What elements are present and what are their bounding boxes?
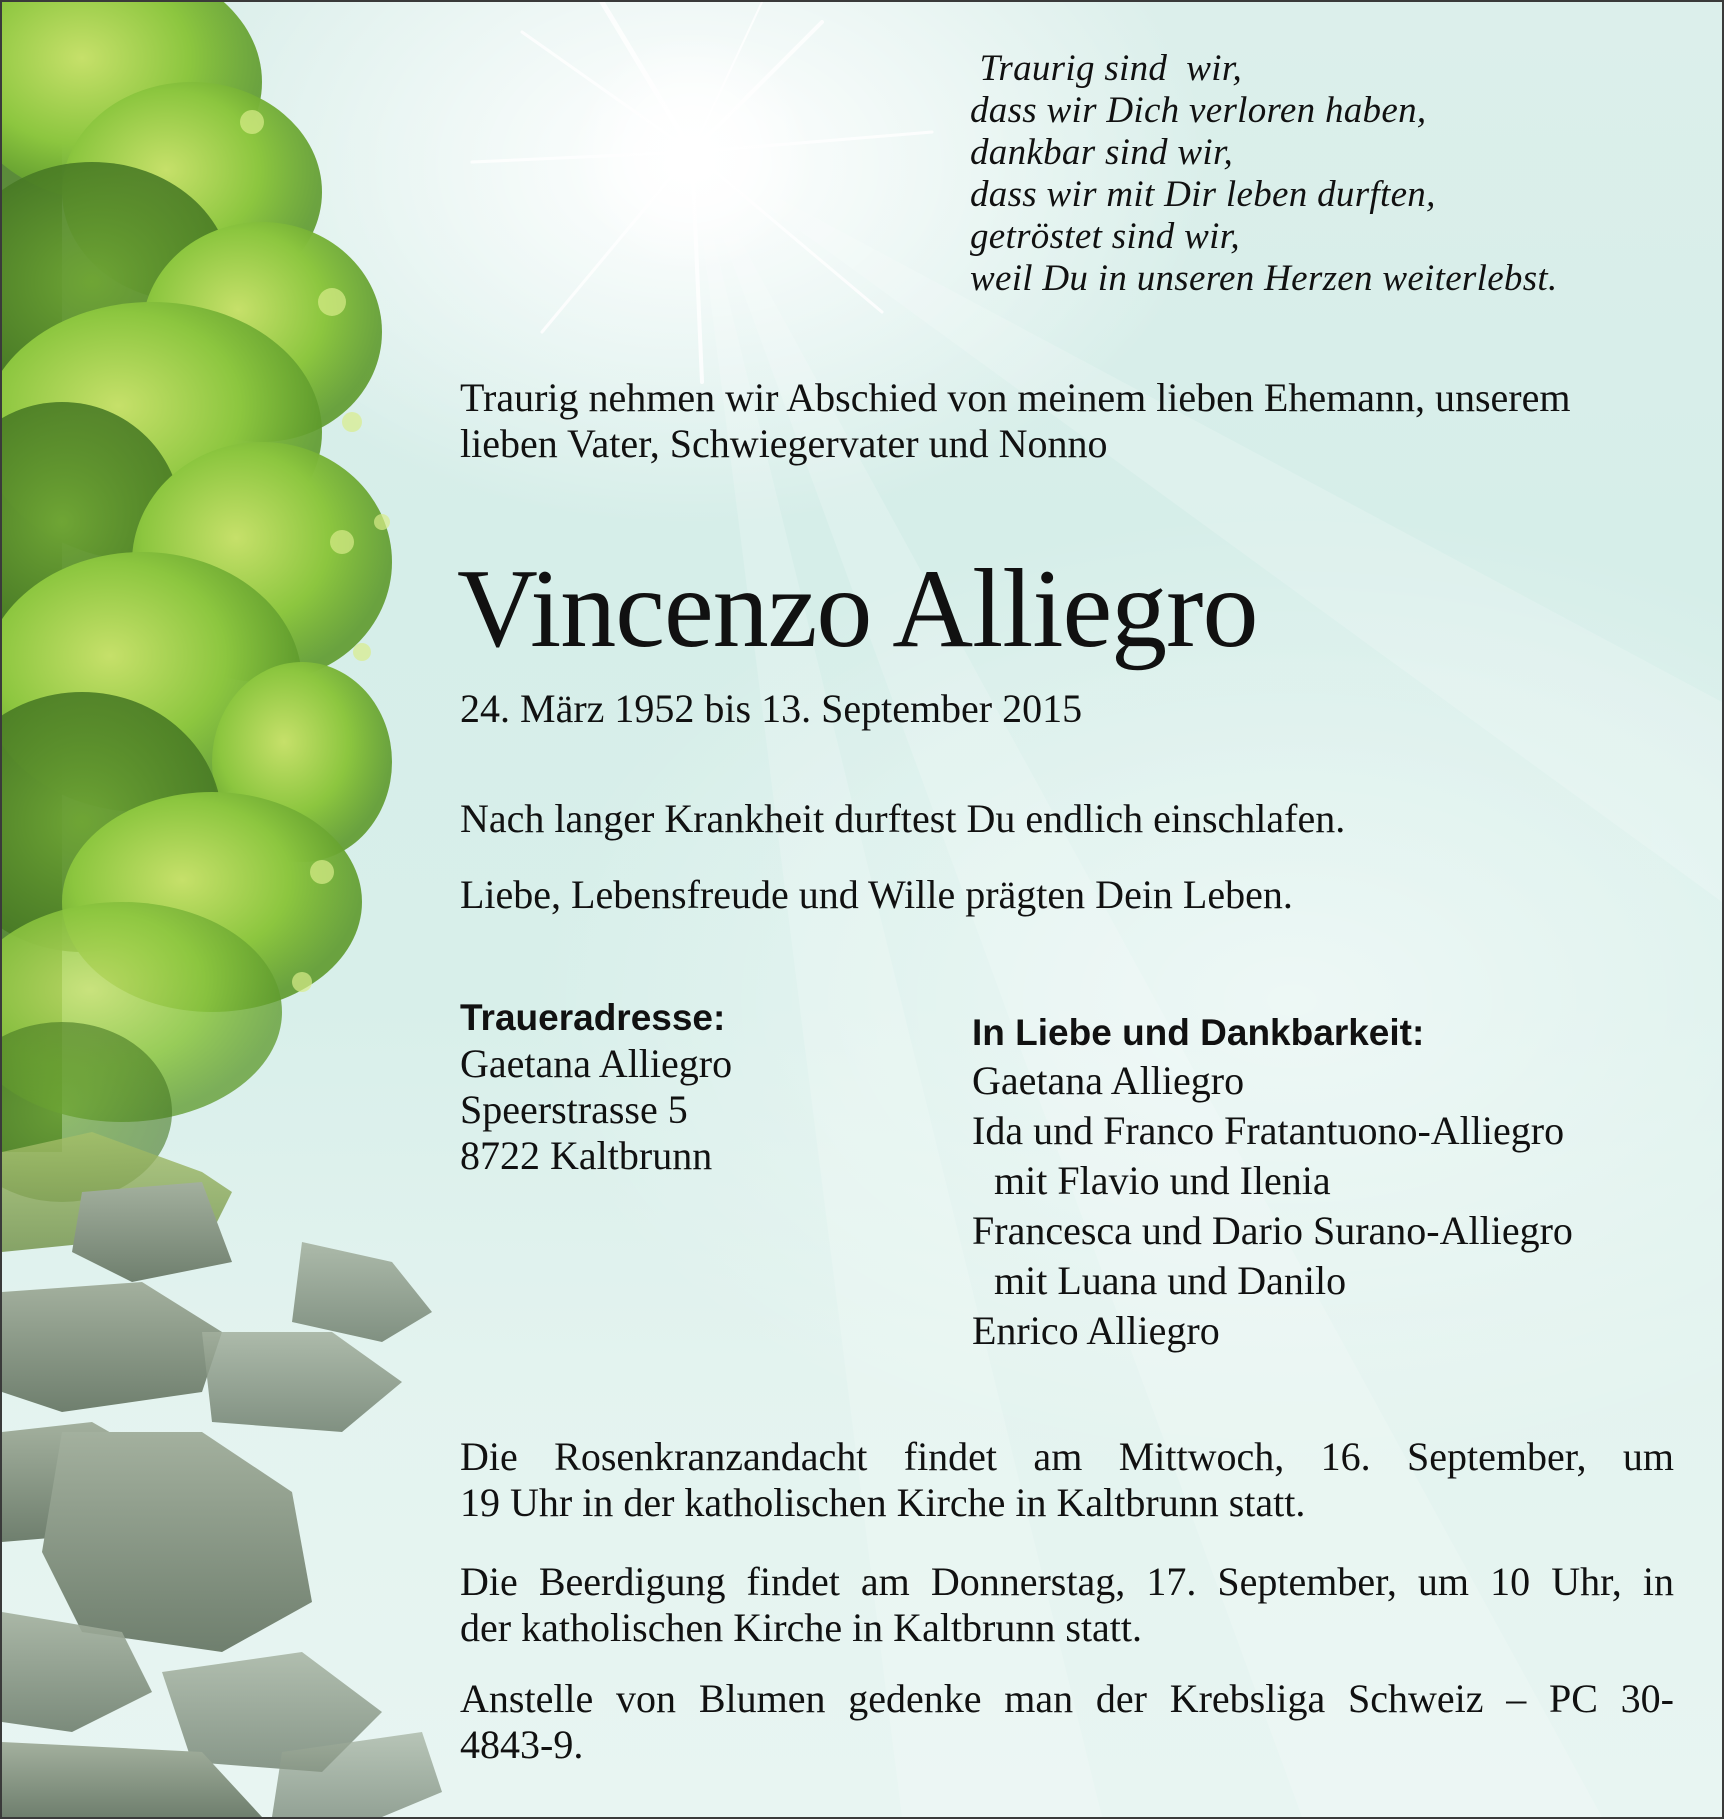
farewell-intro (460, 375, 1680, 467)
family-member: Enrico Alliegro (972, 1308, 1220, 1353)
poem-line: dankbar sind wir, (970, 132, 1234, 173)
life-statement: Liebe, Lebensfreude und Wille prägten Dein Leben. (460, 872, 1293, 917)
funeral-line: der katholischen Kirche in Kaltbrunn statt. (460, 1605, 1143, 1650)
donation-line: Anstelle von Blumen gedenke man der Krebsliga Schweiz – PC 30- (460, 1676, 1674, 1721)
family-member: mit Flavio und Ilenia (994, 1158, 1331, 1203)
tree-foliage-decoration (2, 2, 432, 1202)
family-heading: In Liebe und Dankbarkeit: (972, 1012, 1425, 1053)
family-list (972, 1010, 1573, 1356)
rosary-line: 19 Uhr in der katholischen Kirche in Kaltbrunn statt. (460, 1480, 1306, 1525)
memorial-poem (970, 48, 1558, 300)
poem-line: weil Du in unseren Herzen weiterlebst. (970, 258, 1558, 299)
family-member: mit Luana und Danilo (994, 1258, 1347, 1303)
poem-line: Traurig sind wir, (970, 48, 1242, 89)
family-member: Francesca und Dario Surano-Alliegro (972, 1208, 1573, 1253)
life-dates: 24. März 1952 bis 13. September 2015 (460, 686, 1083, 731)
funeral-line: Die Beerdigung findet am Donnerstag, 17. September, um 10 Uhr, in (460, 1559, 1674, 1604)
rosary-line: Die Rosenkranzandacht findet am Mittwoch, 16. September, um (460, 1434, 1674, 1479)
funeral-notice (460, 1559, 1674, 1651)
rocky-shore-decoration (2, 1132, 442, 1817)
address-heading: Traueradresse: (460, 997, 726, 1038)
rosary-notice (460, 1434, 1674, 1526)
intro-line: Traurig nehmen wir Abschied von meinem lieben Ehemann, unserem (460, 375, 1571, 420)
family-member: Gaetana Alliegro (972, 1058, 1245, 1103)
donation-notice (460, 1676, 1674, 1768)
address-street: Speerstrasse 5 (460, 1087, 688, 1132)
intro-line: lieben Vater, Schwiegervater und Nonno (460, 421, 1108, 466)
illness-statement: Nach langer Krankheit durftest Du endlich einschlafen. (460, 796, 1346, 841)
poem-line: dass wir mit Dir leben durften, (970, 174, 1436, 215)
donation-line: 4843-9. (460, 1722, 584, 1767)
address-name: Gaetana Alliegro (460, 1041, 733, 1086)
deceased-name: Vincenzo Alliegro (457, 547, 1258, 671)
mourning-address (460, 995, 732, 1179)
poem-line: getröstet sind wir, (970, 216, 1240, 257)
poem-line: dass wir Dich verloren haben, (970, 90, 1427, 131)
address-city: 8722 Kaltbrunn (460, 1133, 713, 1178)
family-member: Ida und Franco Fratantuono-Alliegro (972, 1108, 1565, 1153)
